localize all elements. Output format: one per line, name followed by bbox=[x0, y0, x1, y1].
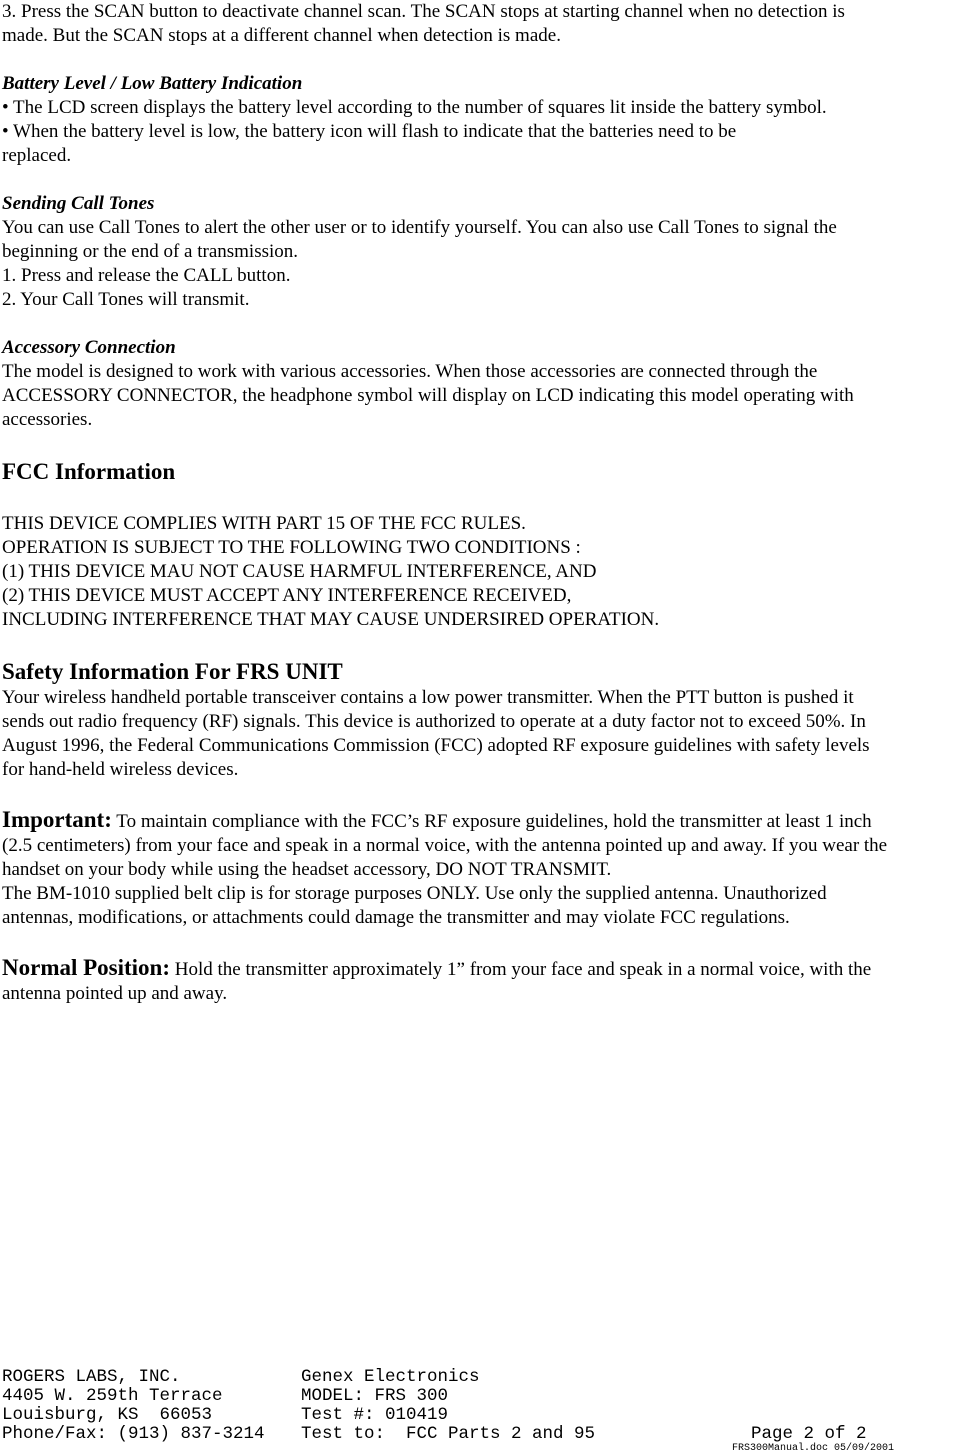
safety-heading: Safety Information For FRS UNIT bbox=[2, 659, 343, 684]
footer-row-1 bbox=[2, 1368, 867, 1387]
call-tones-heading: Sending Call Tones bbox=[2, 193, 155, 214]
footer-doc-name: FRS300Manual.doc 05/09/2001 bbox=[732, 1443, 895, 1454]
important-lead: Important: bbox=[2, 807, 112, 832]
footer-client: Genex Electronics bbox=[301, 1367, 480, 1387]
important-line-4: The BM-1010 supplied belt clip is for storage purposes ONLY. Use only the supplied antenna. Unauthorized bbox=[2, 883, 827, 904]
footer-phone: Phone/Fax: (913) 837-3214 bbox=[2, 1424, 265, 1444]
accessory-line-2: ACCESSORY CONNECTOR, the headphone symbol will display on LCD indicating this model operating with bbox=[2, 385, 854, 406]
battery-bullet-1: • The LCD screen displays the battery level according to the number of squares lit inside the battery symbol. bbox=[2, 97, 827, 118]
important-paragraph-line-1 bbox=[0, 808, 972, 834]
important-line-3: handset on your body while using the headset accessory, DO NOT TRANSMIT. bbox=[2, 859, 612, 880]
footer-page-number: Page 2 of 2 bbox=[751, 1424, 867, 1444]
fcc-line-2: OPERATION IS SUBJECT TO THE FOLLOWING TWO CONDITIONS : bbox=[2, 537, 581, 558]
footer-row-3 bbox=[2, 1406, 867, 1425]
call-tones-line-2: beginning or the end of a transmission. bbox=[2, 241, 299, 262]
call-tones-step-1: 1. Press and release the CALL button. bbox=[2, 265, 291, 286]
safety-line-4: for hand-held wireless devices. bbox=[2, 759, 239, 780]
battery-bullet-2: • When the battery level is low, the battery icon will flash to indicate that the batteries need to be bbox=[2, 121, 737, 142]
important-line-1: To maintain compliance with the FCC’s RF exposure guidelines, hold the transmitter at least 1 inch bbox=[111, 811, 872, 832]
footer-test-number: Test #: 010419 bbox=[301, 1405, 449, 1425]
accessory-heading: Accessory Connection bbox=[2, 337, 176, 358]
important-line-2: (2.5 centimeters) from your face and speak in a normal voice, with the antenna pointed up and away. If you wear the bbox=[2, 835, 888, 856]
accessory-line-3: accessories. bbox=[2, 409, 93, 430]
safety-line-1: Your wireless handheld portable transceiver contains a low power transmitter. When the PTT button is pushed it bbox=[2, 687, 854, 708]
normal-position-line-1: Hold the transmitter approximately 1” from your face and speak in a normal voice, with the bbox=[170, 959, 872, 980]
normal-position-lead: Normal Position: bbox=[2, 955, 171, 980]
footer-row-2 bbox=[2, 1387, 867, 1406]
battery-bullet-2-cont: replaced. bbox=[2, 145, 72, 166]
footer-city: Louisburg, KS 66053 bbox=[2, 1405, 213, 1425]
footer-row-4 bbox=[2, 1425, 867, 1444]
footer-address: 4405 W. 259th Terrace bbox=[2, 1386, 223, 1406]
fcc-line-5: INCLUDING INTERFERENCE THAT MAY CAUSE UNDERSIRED OPERATION. bbox=[2, 609, 660, 630]
call-tones-line-1: You can use Call Tones to alert the other user or to identify yourself. You can also use Call Tones to signal the bbox=[2, 217, 837, 238]
fcc-line-4: (2) THIS DEVICE MUST ACCEPT ANY INTERFERENCE RECEIVED, bbox=[2, 585, 572, 606]
scan-step-3: 3. Press the SCAN button to deactivate channel scan. The SCAN stops at starting channel when no detection is bbox=[2, 1, 845, 22]
scan-step-3-cont: made. But the SCAN stops at a different channel when detection is made. bbox=[2, 25, 561, 46]
footer-model: MODEL: FRS 300 bbox=[301, 1386, 449, 1406]
fcc-heading: FCC Information bbox=[2, 459, 176, 484]
footer-test-to: Test to: FCC Parts 2 and 95 bbox=[301, 1424, 596, 1444]
call-tones-step-2: 2. Your Call Tones will transmit. bbox=[2, 289, 250, 310]
battery-heading: Battery Level / Low Battery Indication bbox=[2, 73, 303, 94]
page-footer bbox=[2, 1368, 867, 1444]
normal-position-paragraph-line-1 bbox=[0, 956, 972, 982]
safety-line-2: sends out radio frequency (RF) signals. This device is authorized to operate at a duty factor not to exceed 50%. In bbox=[2, 711, 866, 732]
safety-line-3: August 1996, the Federal Communications Commission (FCC) adopted RF exposure guidelines with safety levels bbox=[2, 735, 870, 756]
accessory-line-1: The model is designed to work with various accessories. When those accessories are connected through the bbox=[2, 361, 818, 382]
important-line-5: antennas, modifications, or attachments could damage the transmitter and may violate FCC regulations. bbox=[2, 907, 790, 928]
fcc-line-3: (1) THIS DEVICE MAU NOT CAUSE HARMFUL INTERFERENCE, AND bbox=[2, 561, 597, 582]
normal-position-line-2: antenna pointed up and away. bbox=[2, 983, 228, 1004]
footer-company: ROGERS LABS, INC. bbox=[2, 1367, 181, 1387]
fcc-line-1: THIS DEVICE COMPLIES WITH PART 15 OF THE FCC RULES. bbox=[2, 513, 526, 534]
